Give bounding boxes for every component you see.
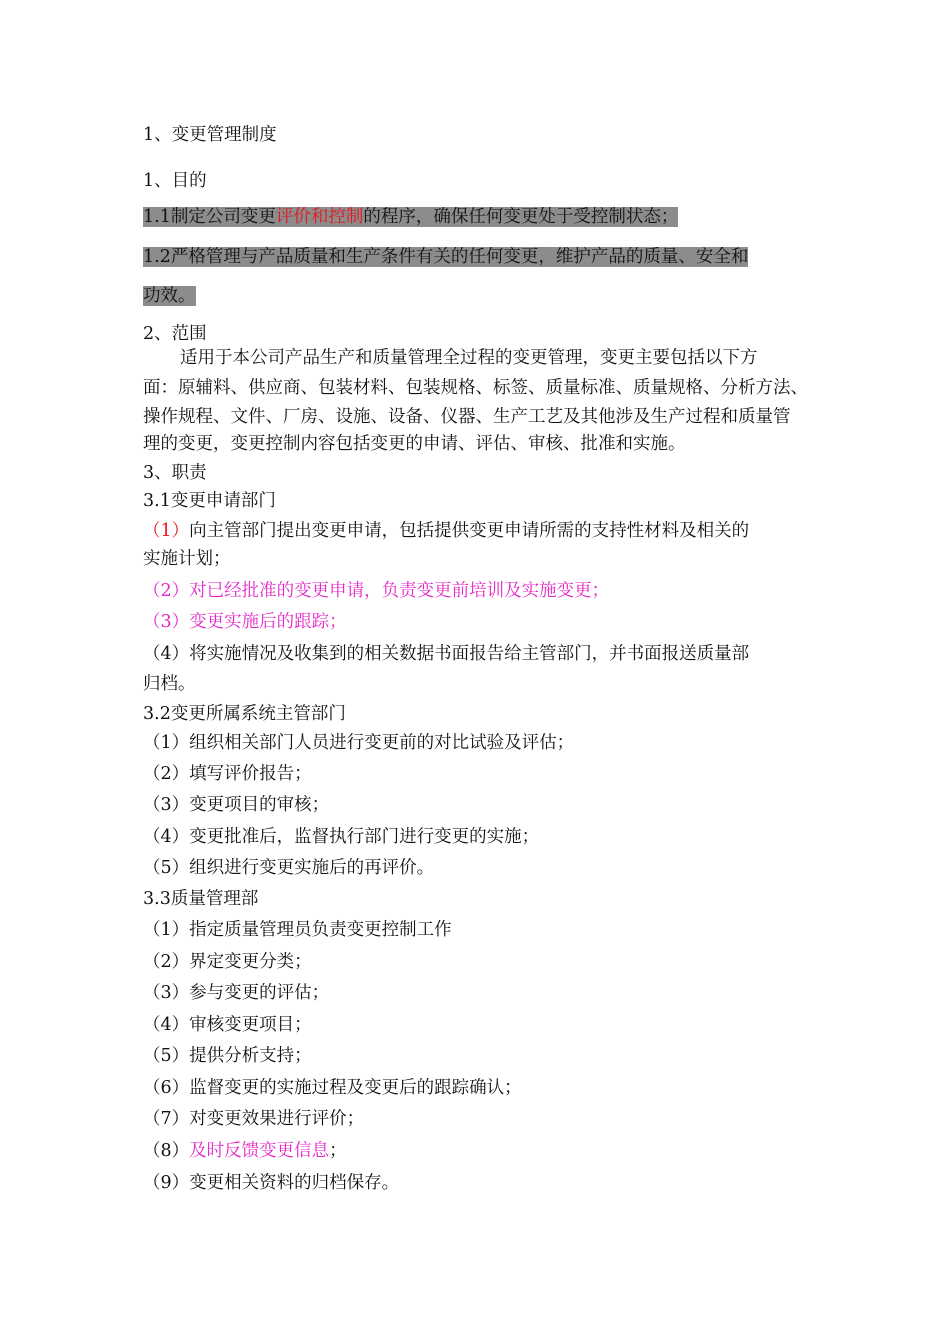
scope-heading: 2、范围	[143, 324, 207, 344]
item-number: （1）	[143, 521, 190, 541]
section-3-3-item-7: （7）对变更效果进行评价；	[143, 1109, 365, 1129]
section-3-1-item-2: （2）对已经批准的变更申请，负责变更前培训及实施变更；	[143, 581, 610, 601]
section-3-1-item-1-line1	[143, 519, 749, 543]
section-3-1-item-1-line2: 实施计划；	[143, 549, 231, 569]
item-text: 向主管部门提出变更申请，包括提供变更申请所需的支持性材料及相关的	[189, 521, 750, 541]
section-3-3-item-4: （4）审核变更项目；	[143, 1015, 312, 1035]
document-title: 1、变更管理制度	[143, 125, 277, 145]
section-3-3-item-5: （5）提供分析支持；	[143, 1046, 312, 1066]
scope-line-4: 理的变更，变更控制内容包括变更的申请、评估、审核、批准和实施。	[143, 434, 686, 454]
scope-line-1: 适用于本公司产品生产和质量管理全过程的变更管理，变更主要包括以下方	[180, 348, 758, 368]
purpose-p1-post: 的程序，确保任何变更处于受控制状态；	[363, 207, 679, 227]
section-3-2-item-1: （1）组织相关部门人员进行变更前的对比试验及评估；	[143, 733, 575, 753]
section-3-3-heading: 3.3质量管理部	[143, 889, 259, 909]
purpose-p1-red: 评价和控制	[275, 207, 364, 227]
item-number: （8）	[143, 1141, 190, 1161]
purpose-paragraph-2-line2	[143, 284, 196, 308]
section-3-2-item-2: （2）填写评价报告；	[143, 764, 312, 784]
section-3-3-item-6: （6）监督变更的实施过程及变更后的跟踪确认；	[143, 1078, 522, 1098]
item-suffix: ；	[329, 1141, 347, 1161]
section-3-3-item-8	[143, 1139, 347, 1163]
purpose-p2-text-1: 1.2严格管理与产品质量和生产条件有关的任何变更，维护产品的质量、安全和	[143, 247, 749, 267]
section-3-2-heading: 3.2变更所属系统主管部门	[143, 704, 346, 724]
item-highlight-text: 及时反馈变更信息	[189, 1141, 330, 1161]
purpose-paragraph-1	[143, 205, 678, 229]
section-3-1-item-3: （3）变更实施后的跟踪；	[143, 612, 347, 632]
section-3-3-item-3: （3）参与变更的评估；	[143, 983, 330, 1003]
section-3-2-item-5: （5）组织进行变更实施后的再评价。	[143, 858, 435, 878]
section-3-2-item-3: （3）变更项目的审核；	[143, 795, 330, 815]
scope-line-2: 面：原辅料、供应商、包装材料、包装规格、标签、质量标准、质量规格、分析方法、	[143, 378, 808, 398]
purpose-heading: 1、目的	[143, 171, 207, 191]
section-3-3-item-9: （9）变更相关资料的归档保存。	[143, 1173, 400, 1193]
section-3-3-item-2: （2）界定变更分类；	[143, 952, 312, 972]
duties-heading: 3、职责	[143, 463, 207, 483]
purpose-paragraph-2-line1	[143, 245, 748, 269]
section-3-1-item-4-line2: 归档。	[143, 674, 196, 694]
purpose-p2-text-2: 功效。	[143, 286, 196, 306]
section-3-3-item-1: （1）指定质量管理员负责变更控制工作	[143, 920, 452, 940]
section-3-1-heading: 3.1变更申请部门	[143, 491, 276, 511]
section-3-2-item-4: （4）变更批准后，监督执行部门进行变更的实施；	[143, 827, 540, 847]
section-3-1-item-4-line1: （4）将实施情况及收集到的相关数据书面报告给主管部门，并书面报送质量部	[143, 644, 750, 664]
purpose-p1-pre: 1.1制定公司变更	[143, 207, 276, 227]
scope-line-3: 操作规程、文件、厂房、设施、设备、仪器、生产工艺及其他涉及生产过程和质量管	[143, 407, 791, 427]
